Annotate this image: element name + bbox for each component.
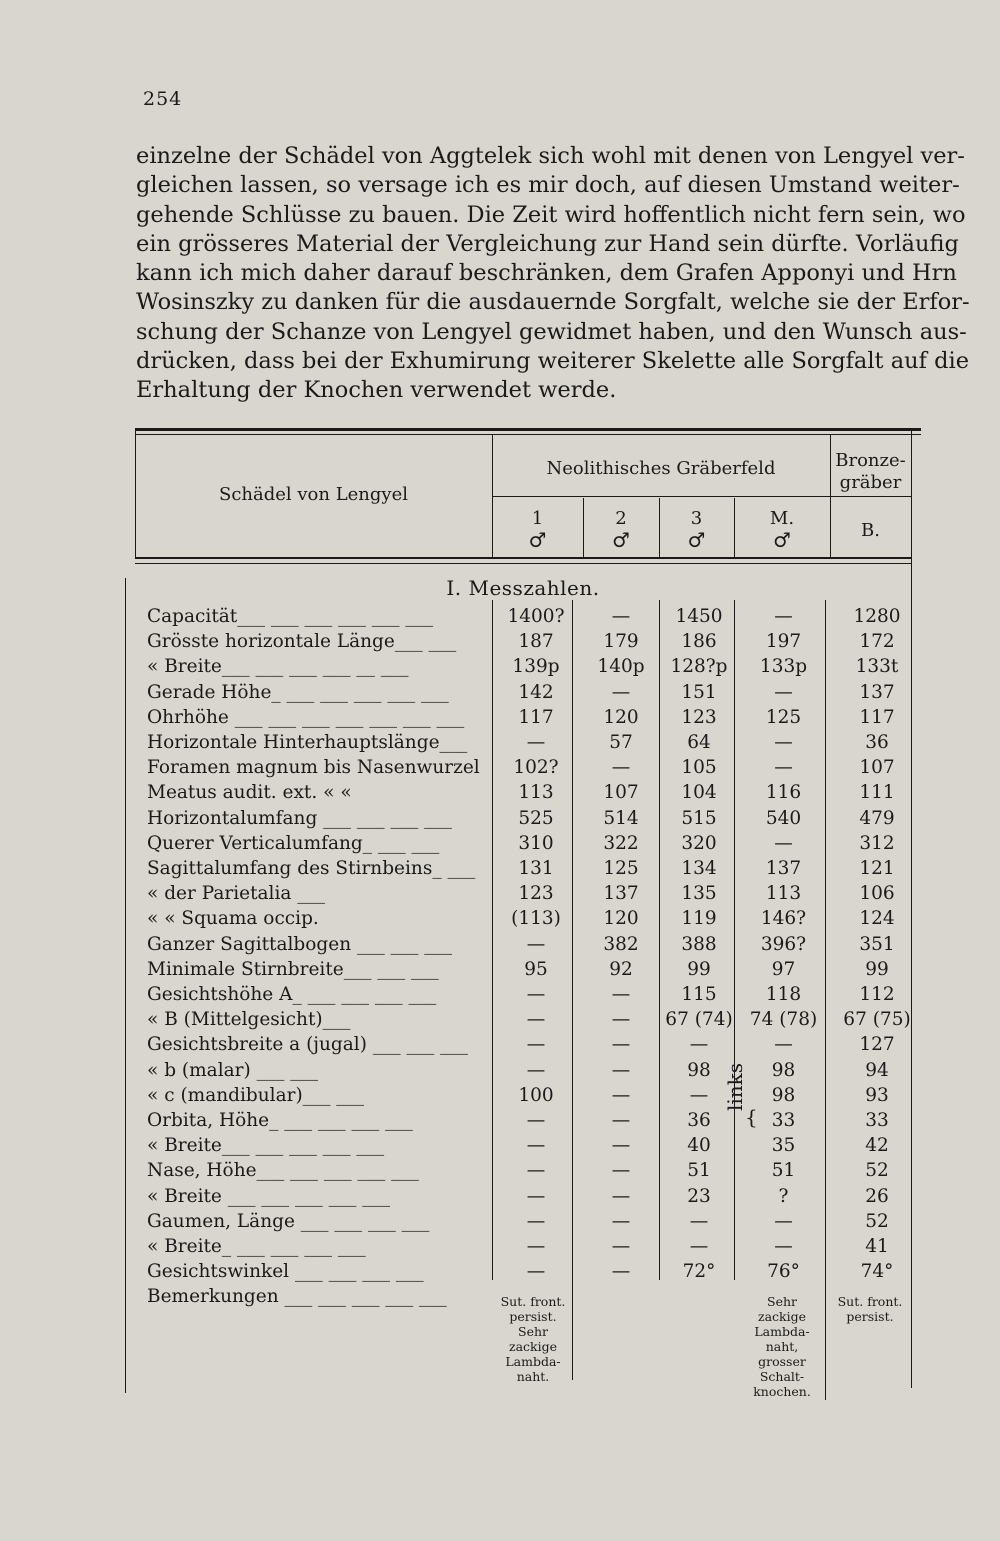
row-label: Ohrhöhe ___ ___ ___ ___ ___ ___ ___ bbox=[147, 706, 465, 728]
column-number: 1 bbox=[531, 508, 544, 529]
column-number: B. bbox=[861, 520, 880, 541]
cell-value: 67 (74) bbox=[665, 1009, 733, 1031]
remark-note bbox=[739, 1294, 825, 1399]
cell-value: 124 bbox=[859, 908, 895, 930]
cell-value: 123 bbox=[518, 883, 554, 905]
cell-value: — bbox=[689, 1084, 709, 1106]
cell-value: 99 bbox=[865, 958, 889, 980]
cell-value: 179 bbox=[603, 631, 639, 653]
row-label: Capacität___ ___ ___ ___ ___ ___ bbox=[147, 606, 434, 627]
cell-value: 151 bbox=[681, 681, 717, 703]
paragraph-line: drücken, dass bei der Exhumirung weiterer Skelette alle Sorgfalt auf die bbox=[136, 348, 970, 375]
cell-value: — bbox=[611, 984, 631, 1005]
cell-value: 137 bbox=[603, 883, 639, 905]
remark-line: persist. bbox=[846, 1309, 894, 1325]
cell-value: — bbox=[774, 681, 793, 703]
cell-value: — bbox=[611, 1009, 631, 1031]
cell-value: 52 bbox=[865, 1160, 889, 1182]
table-row bbox=[125, 631, 921, 656]
cell-value: 137 bbox=[859, 681, 895, 703]
row-label: « Breite___ ___ ___ ___ ___ bbox=[147, 1135, 385, 1157]
cell-value: 382 bbox=[603, 933, 639, 955]
paragraph-line: einzelne der Schädel von Aggtelek sich wohl mit denen von Lengyel ver- bbox=[136, 143, 965, 169]
cell-value: — bbox=[611, 757, 631, 779]
paragraph-line: Wosinszky zu danken für die ausdauernde Sorgfalt, welche sie der Erfor- bbox=[136, 289, 970, 316]
cell-value: 94 bbox=[865, 1059, 889, 1081]
remark-line: knochen. bbox=[753, 1384, 811, 1400]
cell-value: — bbox=[526, 1160, 546, 1182]
cell-value: 102? bbox=[513, 757, 559, 779]
row-label: « Breite___ ___ ___ ___ __ ___ bbox=[147, 656, 409, 678]
cell-value: — bbox=[526, 1135, 546, 1157]
table-row bbox=[125, 606, 921, 631]
cell-value: — bbox=[611, 1110, 631, 1131]
header-bottom-rule-2 bbox=[135, 563, 912, 564]
bronze-group-label-line: gräber bbox=[839, 472, 902, 493]
cell-value: — bbox=[611, 1160, 631, 1182]
paragraph-line: gleichen lassen, so versage ich es mir doch, auf diesen Umstand weiter- bbox=[136, 172, 960, 199]
cell-value: — bbox=[774, 1210, 793, 1232]
table-row bbox=[125, 1186, 921, 1211]
table-row bbox=[125, 934, 921, 959]
cell-value: 23 bbox=[687, 1185, 711, 1207]
table-row bbox=[125, 833, 921, 858]
cell-value: 67 (75) bbox=[843, 1009, 911, 1031]
cell-value: — bbox=[611, 1059, 631, 1081]
cell-value: 119 bbox=[681, 908, 717, 930]
male-symbol-icon: ♂ bbox=[687, 528, 706, 552]
row-label: Gesichtshöhe A_ ___ ___ ___ ___ bbox=[147, 984, 437, 1005]
remark-line: naht, bbox=[765, 1339, 799, 1355]
cell-value: 99 bbox=[687, 958, 711, 980]
remark-line: Sehr bbox=[518, 1324, 548, 1340]
header-mid-rule bbox=[492, 496, 912, 497]
row-label: Horizontalumfang ___ ___ ___ ___ bbox=[147, 807, 452, 829]
male-symbol-icon: ♂ bbox=[773, 528, 791, 552]
cell-value: 310 bbox=[518, 832, 554, 854]
column-number: 3 bbox=[690, 508, 703, 529]
table-row bbox=[125, 808, 921, 833]
cell-value: 139p bbox=[512, 656, 560, 678]
body-paragraph bbox=[136, 142, 970, 406]
remark-line: Lambda- bbox=[505, 1354, 561, 1370]
cell-value: 134 bbox=[681, 858, 717, 879]
cell-value: 123 bbox=[681, 706, 717, 728]
cell-value: 113 bbox=[765, 883, 802, 905]
table-row bbox=[125, 1085, 921, 1110]
cell-value: 97 bbox=[771, 958, 796, 980]
cell-value: 36 bbox=[865, 732, 889, 753]
cell-value: 41 bbox=[865, 1236, 889, 1257]
cell-value: 388 bbox=[681, 933, 717, 955]
header-bottom-rule bbox=[135, 557, 912, 559]
cell-value: 540 bbox=[765, 807, 802, 829]
cell-value: — bbox=[526, 1110, 546, 1131]
table-top-rule bbox=[135, 428, 921, 431]
row-label: Meatus audit. ext. « « bbox=[147, 782, 352, 804]
row-label: Horizontale Hinterhauptslänge___ bbox=[147, 732, 468, 753]
table-row bbox=[125, 959, 921, 984]
cell-value: 115 bbox=[681, 984, 717, 1005]
paragraph-line: gehende Schlüsse zu bauen. Die Zeit wird hoffentlich nicht fern sein, wo bbox=[136, 201, 966, 228]
remark-line: Sehr bbox=[767, 1294, 797, 1310]
remark-line: zackige bbox=[757, 1309, 806, 1325]
column-number: 2 bbox=[615, 508, 627, 529]
cell-value: 100 bbox=[518, 1084, 554, 1106]
cell-value: — bbox=[526, 1185, 546, 1207]
row-label: « b (malar) ___ ___ bbox=[147, 1059, 318, 1081]
cell-value: 74° bbox=[860, 1261, 894, 1283]
row-label: « c (mandibular)___ ___ bbox=[147, 1084, 365, 1106]
cell-value: 133t bbox=[855, 656, 899, 678]
cell-value: 120 bbox=[603, 706, 639, 728]
row-label: Gesichtsbreite a (jugal) ___ ___ ___ bbox=[147, 1034, 468, 1056]
row-label: Sagittalumfang des Stirnbeins_ ___ bbox=[147, 858, 476, 879]
cell-value: — bbox=[689, 1034, 709, 1056]
cell-value: 26 bbox=[865, 1185, 889, 1207]
table-row bbox=[125, 1211, 921, 1236]
table-row bbox=[125, 732, 921, 757]
row-header-label: Schädel von Lengyel bbox=[218, 484, 408, 505]
male-symbol-icon: ♂ bbox=[612, 528, 630, 552]
cell-value: 105 bbox=[681, 757, 717, 779]
cell-value: — bbox=[526, 1059, 546, 1081]
table-row bbox=[125, 1060, 921, 1085]
cell-value: 146? bbox=[760, 908, 807, 930]
bronze-group-label bbox=[830, 450, 911, 494]
row-label: Gaumen, Länge ___ ___ ___ ___ bbox=[147, 1210, 430, 1232]
cell-value: 172 bbox=[859, 631, 895, 653]
cell-value: 33 bbox=[865, 1110, 889, 1131]
row-label: Grösste horizontale Länge___ ___ bbox=[147, 631, 457, 653]
cell-value: 72° bbox=[682, 1261, 716, 1283]
cell-value: 107 bbox=[603, 782, 639, 804]
cell-value: 35 bbox=[771, 1135, 796, 1157]
table-row bbox=[125, 1236, 921, 1261]
cell-value: 106 bbox=[859, 883, 895, 905]
cell-value: 76° bbox=[767, 1261, 800, 1283]
cell-value: 125 bbox=[765, 706, 802, 728]
cell-value: — bbox=[526, 1210, 546, 1232]
table-row bbox=[125, 782, 921, 807]
cell-value: 107 bbox=[859, 757, 895, 779]
cell-value: 36 bbox=[687, 1110, 711, 1131]
cell-value: 51 bbox=[687, 1160, 711, 1182]
section-title: I. Messzahlen. bbox=[446, 576, 600, 600]
cell-value: 187 bbox=[518, 631, 554, 653]
cell-value: — bbox=[611, 606, 631, 627]
cell-value: 111 bbox=[859, 782, 895, 804]
cell-value: 525 bbox=[518, 807, 554, 829]
row-label: Minimale Stirnbreite___ ___ ___ bbox=[147, 958, 439, 980]
remark-line: naht. bbox=[516, 1369, 550, 1385]
cell-value: — bbox=[611, 1084, 631, 1106]
cell-value: — bbox=[526, 984, 546, 1005]
cell-value: 197 bbox=[765, 631, 802, 653]
cell-value: 140p bbox=[597, 656, 645, 678]
side-label-links: links bbox=[723, 1062, 747, 1111]
table-row bbox=[125, 858, 921, 883]
cell-value: 52 bbox=[865, 1210, 889, 1232]
cell-value: 40 bbox=[687, 1135, 711, 1157]
cell-value: — bbox=[611, 1210, 631, 1232]
cell-value: 351 bbox=[859, 933, 895, 955]
cell-value: 127 bbox=[859, 1034, 895, 1056]
row-label: Ganzer Sagittalbogen ___ ___ ___ bbox=[147, 933, 452, 955]
cell-value: — bbox=[689, 1210, 709, 1232]
cell-value: — bbox=[611, 1185, 631, 1207]
cell-value: — bbox=[611, 681, 631, 703]
table-row bbox=[125, 656, 921, 681]
row-label: « « Squama occip. bbox=[147, 908, 319, 930]
cell-value: 1280 bbox=[853, 606, 901, 627]
paragraph-line: schung der Schanze von Lengyel gewidmet haben, und den Wunsch aus- bbox=[136, 318, 967, 345]
cell-value: 117 bbox=[859, 706, 895, 728]
cell-value: 42 bbox=[865, 1135, 889, 1157]
cell-value: — bbox=[611, 1261, 631, 1283]
cell-value: 112 bbox=[859, 984, 895, 1005]
cell-value: — bbox=[774, 606, 793, 627]
cell-value: (113) bbox=[511, 908, 561, 930]
cell-value: 142 bbox=[518, 681, 554, 703]
cell-value: 98 bbox=[771, 1084, 796, 1106]
table-row bbox=[125, 1135, 921, 1160]
cell-value: — bbox=[526, 732, 546, 753]
row-label: « Breite_ ___ ___ ___ ___ bbox=[147, 1236, 366, 1257]
cell-value: — bbox=[611, 1236, 631, 1257]
row-label: Gesichtswinkel ___ ___ ___ ___ bbox=[147, 1261, 424, 1283]
cell-value: 320 bbox=[681, 832, 717, 854]
remark-note bbox=[493, 1294, 573, 1384]
male-symbol-icon: ♂ bbox=[528, 528, 547, 552]
table-row bbox=[125, 1034, 921, 1059]
cell-value: 51 bbox=[771, 1160, 796, 1182]
cell-value: — bbox=[774, 757, 793, 779]
cell-value: 64 bbox=[687, 732, 711, 753]
table-row bbox=[125, 1160, 921, 1185]
cell-value: 515 bbox=[681, 807, 717, 829]
row-label: Orbita, Höhe_ ___ ___ ___ ___ bbox=[147, 1110, 413, 1131]
cell-value: 396? bbox=[760, 933, 807, 955]
cell-value: 131 bbox=[518, 858, 554, 879]
remark-line: grosser bbox=[758, 1354, 806, 1370]
cell-value: — bbox=[611, 1135, 631, 1157]
measurement-table bbox=[125, 428, 921, 1400]
row-label: Gerade Höhe_ ___ ___ ___ ___ ___ bbox=[147, 681, 449, 703]
cell-value: 33 bbox=[771, 1110, 796, 1131]
remark-line: persist. bbox=[509, 1309, 557, 1325]
cell-value: 117 bbox=[518, 706, 554, 728]
cell-value: 120 bbox=[603, 908, 639, 930]
cell-value: 57 bbox=[609, 732, 633, 753]
cell-value: 1450 bbox=[675, 606, 723, 627]
table-top-rule-thin bbox=[135, 434, 921, 435]
cell-value: — bbox=[526, 1009, 546, 1031]
paragraph-line: Erhaltung der Knochen verwendet werde. bbox=[136, 377, 617, 404]
cell-value: — bbox=[774, 1034, 793, 1056]
table-row bbox=[125, 1261, 921, 1286]
page-number: 254 bbox=[143, 88, 183, 110]
remark-line: Schalt- bbox=[759, 1369, 805, 1385]
cell-value: 92 bbox=[609, 958, 633, 980]
row-label: « der Parietalia ___ bbox=[147, 883, 326, 905]
paragraph-line: ein grösseres Material der Vergleichung zur Hand sein dürfte. Vorläufig bbox=[136, 230, 959, 257]
cell-value: 514 bbox=[603, 807, 639, 829]
remark-note bbox=[825, 1294, 915, 1324]
row-label: Querer Verticalumfang_ ___ ___ bbox=[147, 832, 440, 854]
cell-value: 1400? bbox=[507, 606, 565, 627]
row-label: Nase, Höhe___ ___ ___ ___ ___ bbox=[147, 1160, 419, 1182]
table-row bbox=[125, 682, 921, 707]
cell-value: — bbox=[774, 1236, 793, 1257]
cell-value: 113 bbox=[518, 782, 554, 804]
neolithic-group-label: Neolithisches Gräberfeld bbox=[546, 458, 776, 479]
cell-value: 312 bbox=[859, 832, 895, 854]
cell-value: — bbox=[526, 1034, 546, 1056]
table-row bbox=[125, 707, 921, 732]
cell-value: — bbox=[689, 1236, 709, 1257]
cell-value: — bbox=[526, 1261, 546, 1283]
row-label: « B (Mittelgesicht)___ bbox=[147, 1009, 351, 1031]
table-row bbox=[125, 883, 921, 908]
row-label: « Breite ___ ___ ___ ___ ___ bbox=[147, 1185, 391, 1207]
bronze-group-label-line: Bronze- bbox=[835, 450, 906, 471]
cell-value: — bbox=[774, 832, 793, 854]
cell-value: 322 bbox=[603, 832, 639, 854]
column-number: M. bbox=[769, 508, 795, 529]
remark-line: Sut. front. bbox=[837, 1294, 903, 1310]
remark-line: Lambda- bbox=[754, 1324, 810, 1340]
cell-value: 95 bbox=[524, 958, 548, 980]
cell-value: ? bbox=[778, 1185, 789, 1207]
cell-value: 104 bbox=[681, 782, 717, 804]
remark-line: Sut. front. bbox=[500, 1294, 566, 1310]
cell-value: 479 bbox=[859, 807, 895, 829]
cell-value: 118 bbox=[765, 984, 802, 1005]
table-row bbox=[125, 908, 921, 933]
cell-value: 74 (78) bbox=[749, 1009, 818, 1031]
cell-value: 93 bbox=[865, 1084, 889, 1106]
cell-value: 133p bbox=[759, 656, 808, 678]
cell-value: 128?p bbox=[670, 656, 728, 678]
table-row bbox=[125, 984, 921, 1009]
cell-value: 98 bbox=[687, 1059, 711, 1081]
cell-value: 121 bbox=[859, 858, 895, 879]
row-label: Bemerkungen ___ ___ ___ ___ ___ bbox=[147, 1286, 447, 1308]
cell-value: — bbox=[526, 933, 546, 955]
cell-value: 116 bbox=[765, 782, 802, 804]
cell-value: 135 bbox=[681, 883, 717, 905]
cell-value: 98 bbox=[771, 1059, 796, 1081]
paragraph-line: kann ich mich daher darauf beschränken, dem Grafen Apponyi und Hrn bbox=[136, 260, 957, 287]
cell-value: — bbox=[611, 1034, 631, 1056]
table-row bbox=[125, 1009, 921, 1034]
brace-glyph: { bbox=[745, 1105, 758, 1129]
cell-value: — bbox=[774, 732, 793, 753]
cell-value: 137 bbox=[765, 858, 802, 879]
remark-line: zackige bbox=[508, 1339, 557, 1355]
cell-value: — bbox=[526, 1236, 546, 1257]
table-row bbox=[125, 1110, 921, 1135]
cell-value: 186 bbox=[681, 631, 717, 653]
cell-value: 125 bbox=[603, 858, 639, 879]
row-label: Foramen magnum bis Nasenwurzel bbox=[147, 757, 480, 779]
table-row bbox=[125, 757, 921, 782]
